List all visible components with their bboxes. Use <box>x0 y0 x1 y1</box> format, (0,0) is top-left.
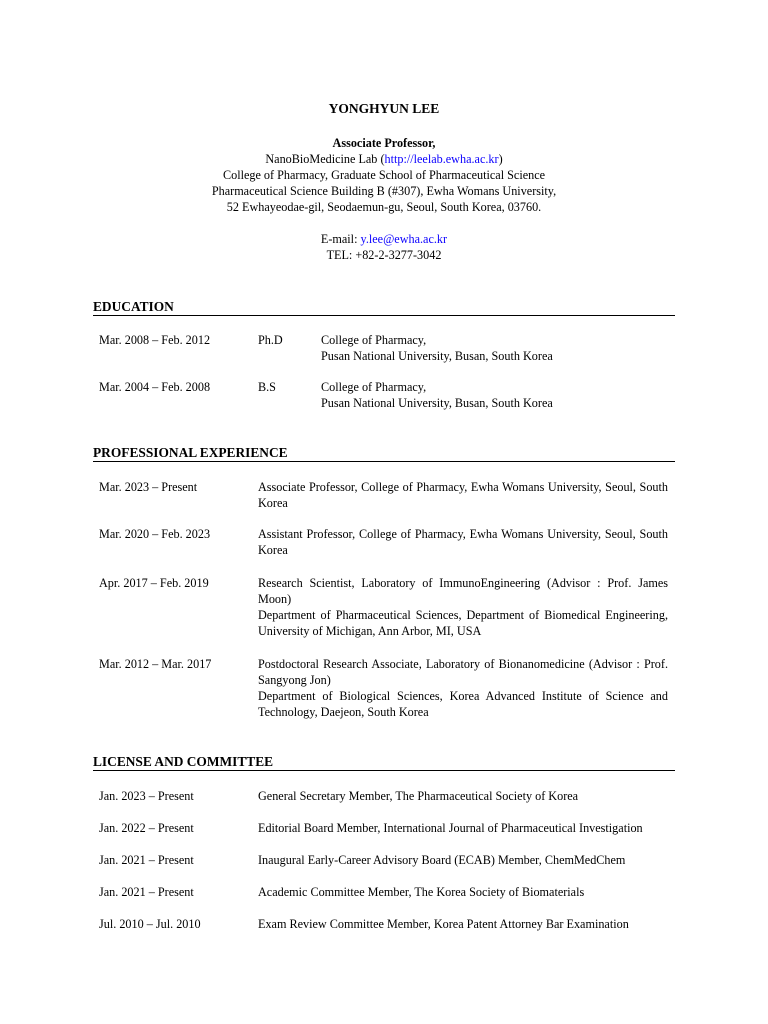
entry-date: Apr. 2017 – Feb. 2019 <box>99 576 209 590</box>
lab-name: NanoBioMedicine Lab ( <box>265 152 385 166</box>
person-name: YONGHYUN LEE <box>328 101 440 116</box>
address-line: 52 Ewhayeodae-gil, Seodaemun-gu, Seoul, South Korea, 03760. <box>226 200 542 214</box>
entry-date: Mar. 2020 – Feb. 2023 <box>99 527 211 541</box>
description-paragraph: Postdoctoral Research Associate, Laboratory of Bionanomedicine (Advisor : Prof. Sangyong Jon) <box>258 657 668 687</box>
entry-degree: B.S <box>258 380 276 394</box>
entry-description <box>258 479 668 511</box>
institution-line: Pusan National University, Busan, South Korea <box>321 396 553 410</box>
education-section <box>93 299 675 419</box>
entry-degree: Ph.D <box>258 333 283 347</box>
entry-date: Mar. 2012 – Mar. 2017 <box>99 657 212 671</box>
entry-text: Academic Committee Member, The Korea Society of Biomaterials <box>258 885 585 899</box>
building-line: Pharmaceutical Science Building B (#307), Ewha Womans University, <box>211 184 557 198</box>
entry-description <box>258 656 668 720</box>
entry-description <box>258 575 668 639</box>
entry-institution <box>321 332 553 364</box>
position-title: Associate Professor, <box>332 136 436 150</box>
entry-date: Jan. 2023 – Present <box>99 789 194 803</box>
college-line: College of Pharmacy, Graduate School of Pharmaceutical Science <box>222 168 546 182</box>
description-paragraph: Department of Pharmaceutical Sciences, Department of Biomedical Engineering, University of Michigan, Ann Arbor, MI, USA <box>258 608 668 638</box>
description-paragraph: Assistant Professor, College of Pharmacy, Ewha Womans University, Seoul, South Korea <box>258 527 668 557</box>
lab-url-link[interactable]: http://leelab.ewha.ac.kr <box>384 152 499 166</box>
description-paragraph: Department of Biological Sciences, Korea Advanced Institute of Science and Technology, Daejeon, South Korea <box>258 689 668 719</box>
tel-line: TEL: +82-2-3277-3042 <box>326 248 442 262</box>
license-section <box>93 754 675 939</box>
entry-text: Inaugural Early-Career Advisory Board (ECAB) Member, ChemMedChem <box>258 853 626 867</box>
contact-header <box>0 101 768 263</box>
entry-text: Exam Review Committee Member, Korea Patent Attorney Bar Examination <box>258 917 629 931</box>
section-heading: PROFESSIONAL EXPERIENCE <box>93 445 675 462</box>
entry-date: Mar. 2004 – Feb. 2008 <box>99 380 211 394</box>
lab-line <box>0 151 768 167</box>
email-line <box>0 231 768 247</box>
institution-line: Pusan National University, Busan, South Korea <box>321 349 553 363</box>
section-heading: LICENSE AND COMMITTEE <box>93 754 675 771</box>
email-link[interactable]: y.lee@ewha.ac.kr <box>360 232 448 246</box>
email-label: E-mail: <box>320 232 361 246</box>
institution-line: College of Pharmacy, <box>321 380 427 394</box>
experience-section <box>93 445 675 735</box>
entry-date: Jul. 2010 – Jul. 2010 <box>99 917 201 931</box>
lab-suffix: ) <box>498 152 503 166</box>
entry-date: Mar. 2023 – Present <box>99 480 198 494</box>
entry-date: Mar. 2008 – Feb. 2012 <box>99 333 211 347</box>
entry-description <box>258 526 668 558</box>
description-paragraph: Research Scientist, Laboratory of ImmunoEngineering (Advisor : Prof. James Moon) <box>258 576 668 606</box>
entry-date: Jan. 2021 – Present <box>99 853 194 867</box>
entry-text: General Secretary Member, The Pharmaceutical Society of Korea <box>258 789 579 803</box>
entry-date: Jan. 2022 – Present <box>99 821 194 835</box>
institution-line: College of Pharmacy, <box>321 333 427 347</box>
entry-date: Jan. 2021 – Present <box>99 885 194 899</box>
section-heading: EDUCATION <box>93 299 675 316</box>
description-paragraph: Associate Professor, College of Pharmacy, Ewha Womans University, Seoul, South Korea <box>258 480 668 510</box>
entry-institution <box>321 379 553 411</box>
entry-text: Editorial Board Member, International Journal of Pharmaceutical Investigation <box>258 821 643 835</box>
